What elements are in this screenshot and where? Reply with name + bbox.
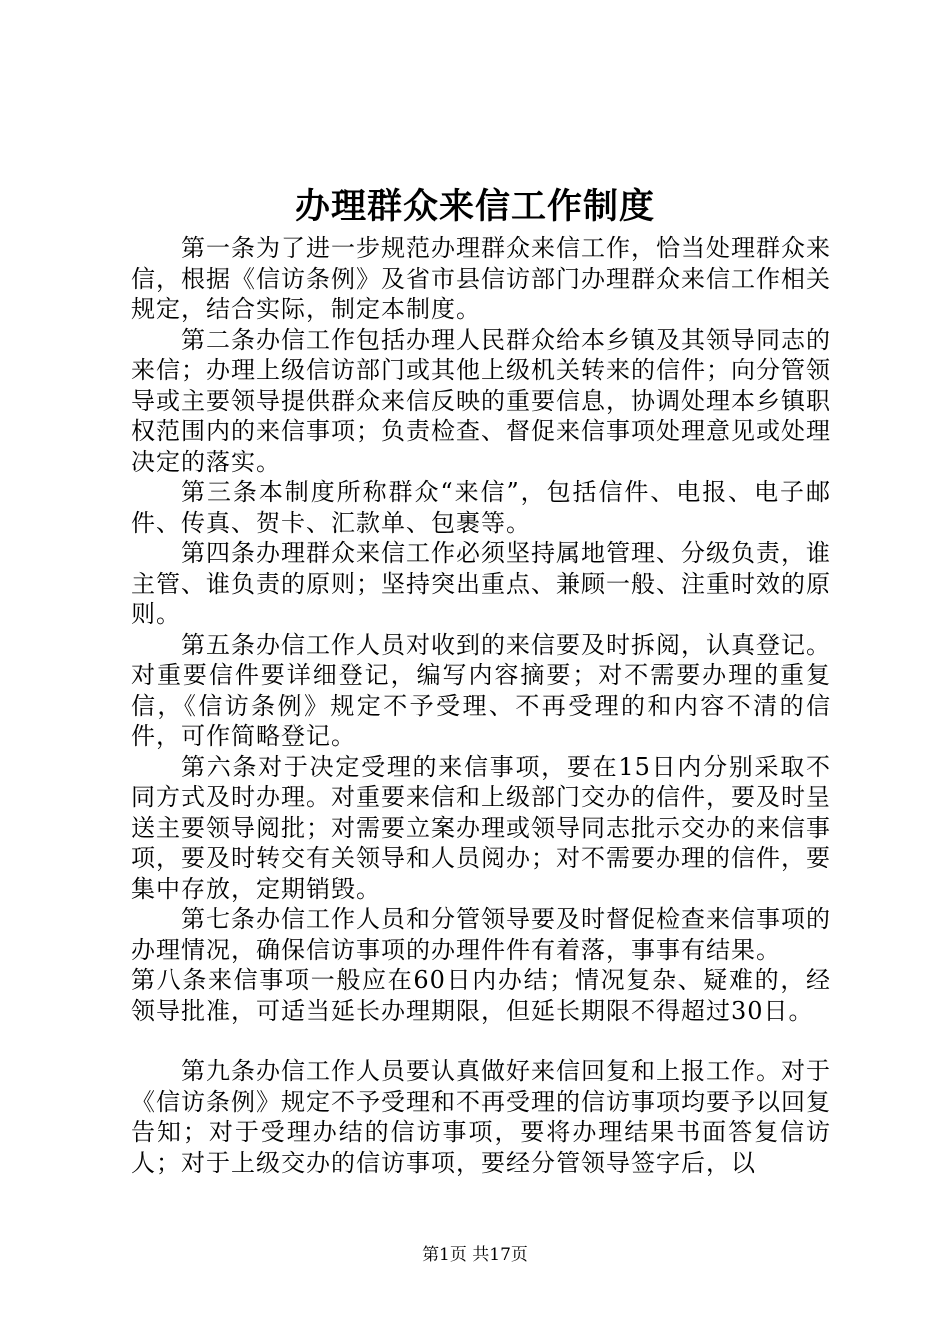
article-9-paragraph: 第九条办信工作人员要认真做好来信回复和上报工作。对于《信访条例》规定不予受理和不再受理的信访事项均要予以回复告知；对于受理办结的信访事项，要将办理结果书面答复信访人；对于上级交办的信访事项，要经分管领导签字后，以 bbox=[131, 1057, 831, 1177]
article-5-paragraph: 第五条办信工作人员对收到的来信要及时拆阅，认真登记。对重要信件要详细登记，编写内容摘要；对不需要办理的重复信，《信访条例》规定不予受理、不再受理的和内容不清的信件，可作简略登记。 bbox=[131, 630, 831, 750]
article-4-paragraph: 第四条办理群众来信工作必须坚持属地管理、分级负责，谁主管、谁负责的原则；坚持突出重点、兼顾一般、注重时效的原则。 bbox=[131, 539, 831, 628]
article-2-paragraph: 第二条办信工作包括办理人民群众给本乡镇及其领导同志的来信；办理上级信访部门或其他上级机关转来的信件；向分管领导或主要领导提供群众来信反映的重要信息，协调处理本乡镇职权范围内的来信事项；负责检查、督促来信事项处理意见或处理决定的落实。 bbox=[131, 325, 831, 476]
document-body bbox=[131, 233, 831, 1178]
article-7-paragraph: 第七条办信工作人员和分管领导要及时督促检查来信事项的办理情况，确保信访事项的办理件件有着落，事事有结果。 bbox=[131, 905, 831, 964]
article-8-paragraph: 第八条来信事项一般应在60日内办结；情况复杂、疑难的，经领导批准，可适当延长办理期限，但延长期限不得超过30日。 bbox=[131, 966, 831, 1025]
article-6-paragraph: 第六条对于决定受理的来信事项，要在15日内分别采取不同方式及时办理。对重要来信和上级部门交办的信件，要及时呈送主要领导阅批；对需要立案办理或领导同志批示交办的来信事项，要及时转交有关领导和人员阅办；对不需要办理的信件，要集中存放，定期销毁。 bbox=[131, 752, 831, 903]
article-1-paragraph: 第一条为了进一步规范办理群众来信工作，恰当处理群众来信，根据《信访条例》及省市县信访部门办理群众来信工作相关规定，结合实际，制定本制度。 bbox=[131, 234, 831, 323]
document-title: 办理群众来信工作制度 bbox=[294, 186, 655, 227]
article-3-paragraph: 第三条本制度所称群众“来信”，包括信件、电报、电子邮件、传真、贺卡、汇款单、包裹等。 bbox=[131, 478, 831, 537]
page-number-footer: 第1页 共17页 bbox=[422, 1245, 528, 1265]
